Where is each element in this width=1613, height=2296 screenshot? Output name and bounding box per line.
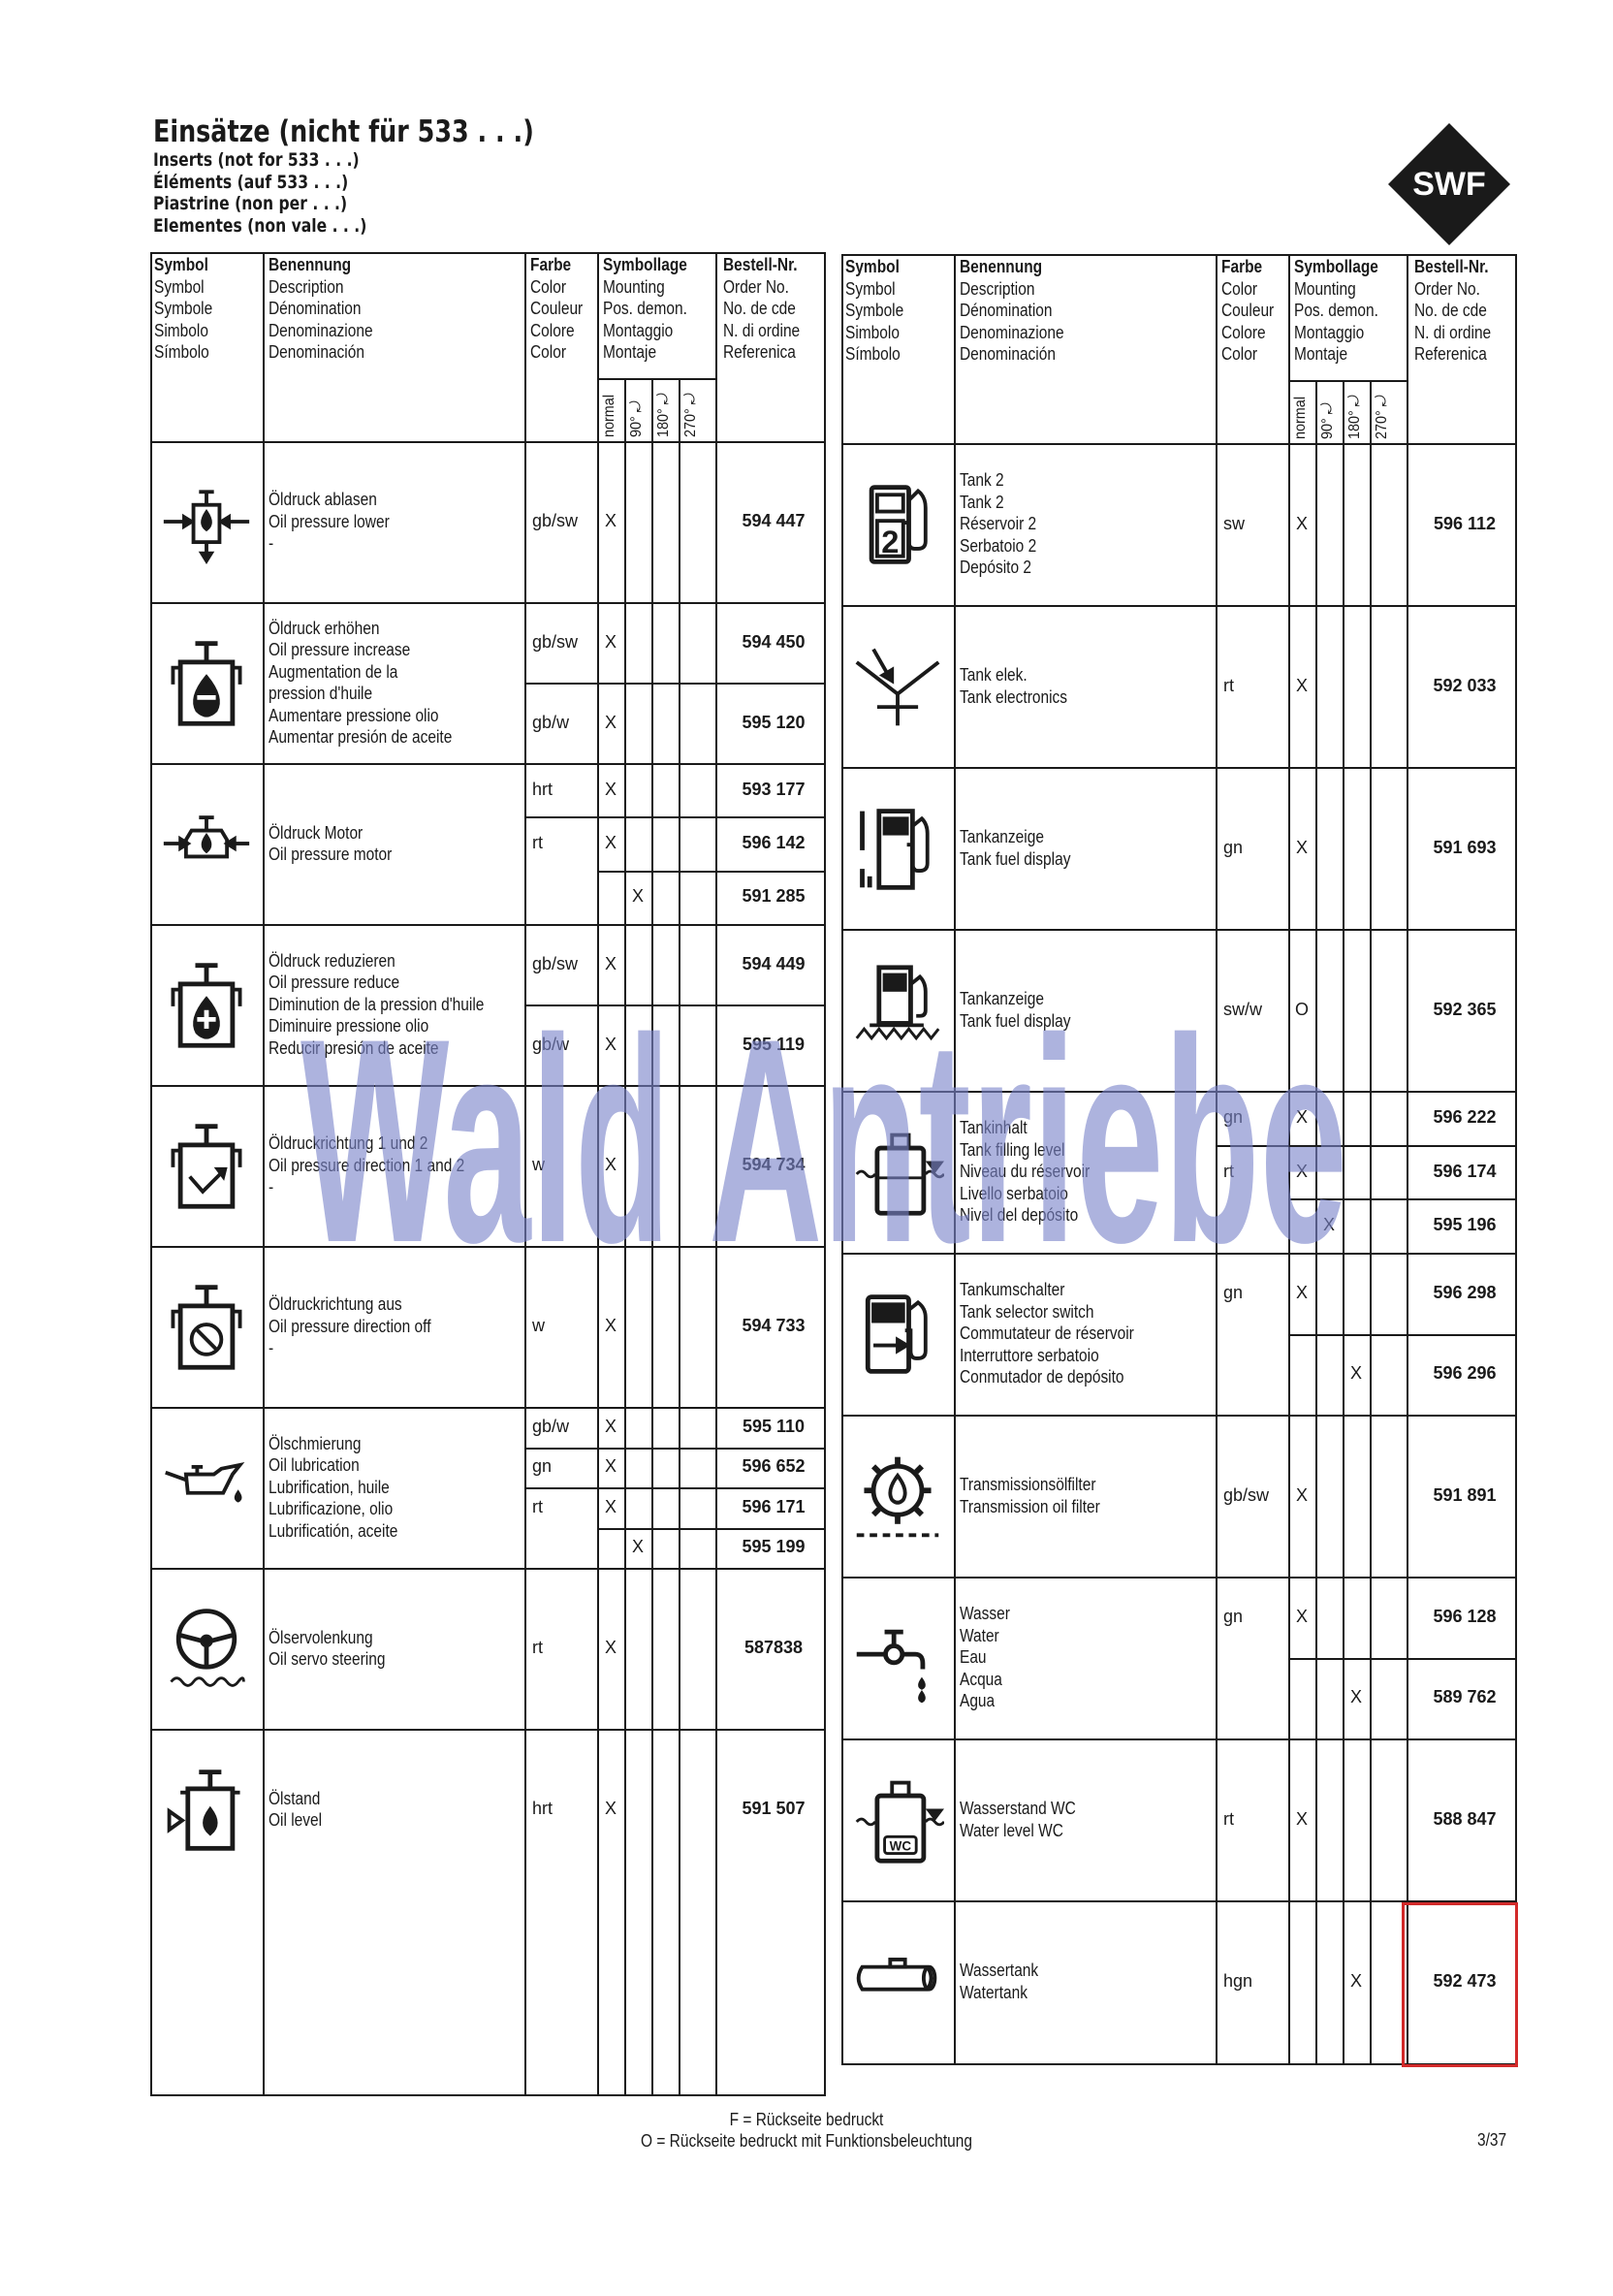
order-number: 594 734 [742, 1155, 806, 1174]
fuel-display-icon [851, 964, 944, 1062]
header-mounting-3: Montaggio [1294, 322, 1365, 342]
color-value: gn [532, 1456, 553, 1477]
order-number: 596 128 [1433, 1606, 1497, 1626]
subtitle-fr: Éléments (auf 533 . . .) [153, 171, 349, 193]
mounting-mark: X [1349, 1363, 1362, 1384]
tank-electronics-icon [851, 640, 944, 738]
mounting-mark: X [1295, 837, 1308, 857]
header-name-1: Description [960, 278, 1035, 299]
mounting-mark: O [1294, 999, 1309, 1019]
header-order-0: Bestell-Nr. [1414, 257, 1489, 276]
logo-text: SWF [1412, 166, 1486, 203]
row-name-line: Agua [960, 1691, 996, 1711]
header-color-4: Color [1221, 344, 1257, 364]
row-name-line: Transmission oil filter [960, 1496, 1100, 1516]
row-name-line: - [269, 1177, 274, 1197]
orientation-label-1: 90° ⤾ [628, 400, 645, 437]
subtitle-en: Inserts (not for 533 . . .) [153, 149, 360, 171]
row-name-line: Ölschmierung [269, 1433, 362, 1453]
water-level-wc-icon [851, 1773, 944, 1871]
header-name-3: Denominazione [960, 322, 1064, 342]
row-name-line: Commutateur de réservoir [960, 1323, 1134, 1344]
row-name-line: - [269, 533, 274, 554]
footer [0, 2109, 1613, 2152]
mounting-mark: X [604, 1799, 617, 1818]
order-number: 591 693 [1433, 837, 1497, 857]
header-color-3: Colore [1221, 322, 1266, 342]
header-symbol-2: Symbole [154, 299, 213, 318]
tank-2-icon [851, 478, 944, 576]
order-number: 595 120 [742, 712, 806, 732]
header-mounting-4: Montaje [1294, 344, 1348, 364]
header-name-4: Denominación [269, 342, 364, 362]
color-value: rt [532, 833, 543, 852]
row-name-line: Transmissionsölfilter [960, 1475, 1096, 1494]
header-mounting-2: Pos. demon. [1294, 301, 1378, 320]
mounting-mark: X [1349, 1687, 1362, 1707]
watermark-text: Wald Antriebe [300, 977, 1347, 1303]
page-title: Einsätze (nicht für 533 . . .) [153, 114, 534, 149]
header-name-2: Dénomination [269, 299, 362, 318]
title-block [153, 114, 617, 237]
header-color-1: Color [1221, 278, 1257, 299]
page-number: 3/37 [1477, 2130, 1507, 2150]
color-value: rt [532, 1496, 543, 1516]
oil-pressure-direction-icon [160, 1119, 253, 1217]
left-table [150, 252, 826, 2096]
order-number: 592 033 [1433, 675, 1497, 695]
header-mounting-0: Symbollage [603, 255, 687, 274]
header-symbol-4: Símbolo [845, 344, 901, 364]
header-symbol-1: Symbol [845, 278, 896, 299]
mounting-mark: X [1295, 1484, 1308, 1505]
color-value: gb/sw [532, 953, 579, 973]
orientation-label-3: 270° ⤾ [682, 393, 699, 437]
order-number: 596 298 [1433, 1282, 1497, 1302]
row-name-line: Diminuire pressione olio [269, 1016, 429, 1036]
row-name-line: Watertank [960, 1982, 1028, 2002]
order-number: 592 473 [1433, 1970, 1497, 1991]
row-name-line: Nivel del depósito [960, 1205, 1079, 1226]
row-name-line: Oil pressure motor [269, 845, 393, 864]
header-color-3: Colore [530, 320, 575, 340]
color-value: gb/w [532, 1416, 570, 1436]
row-name-line: Oil pressure direction off [269, 1316, 431, 1336]
orientation-label-3: 270° ⤾ [1374, 395, 1390, 439]
order-number: 596 112 [1433, 513, 1497, 533]
row-name-line: Öldruck Motor [269, 822, 364, 843]
color-value: rt [1223, 675, 1234, 695]
row-name-line: Öldruck reduzieren [269, 950, 395, 971]
transmission-oil-filter-icon [851, 1450, 944, 1547]
row-name-line: Serbatoio 2 [960, 535, 1037, 556]
row-name-line: Öldruckrichtung 1 und 2 [269, 1133, 428, 1154]
order-number: 595 110 [742, 1416, 806, 1436]
oil-pressure-direction-off-icon [160, 1280, 253, 1378]
header-mounting-3: Montaggio [603, 320, 674, 340]
header-symbol-2: Symbole [845, 301, 904, 320]
row-name-line: Wasserstand WC [960, 1799, 1076, 1818]
order-number: 591 507 [742, 1799, 806, 1818]
color-value: gb/sw [532, 631, 579, 652]
color-value: rt [1223, 1161, 1234, 1181]
row-name-line: Oil servo steering [269, 1649, 386, 1669]
steering-wheel-icon [160, 1602, 253, 1700]
mounting-mark: X [604, 1456, 617, 1477]
header-order-2: No. de cde [723, 299, 796, 318]
row-name-line: - [269, 1338, 274, 1358]
row-name-line: Wassertank [960, 1961, 1039, 1980]
mounting-mark: X [1349, 1970, 1362, 1991]
row-name-line: Reducir presión de aceite [269, 1037, 439, 1058]
svg-text:2: 2 [881, 523, 900, 559]
row-name-line: Wasser [960, 1604, 1010, 1624]
color-value: gb/w [532, 1034, 570, 1054]
row-name-line: Tank fuel display [960, 1010, 1071, 1031]
order-number: 594 449 [742, 953, 806, 973]
color-value: gb/sw [532, 511, 579, 530]
order-number: 591 891 [1433, 1484, 1497, 1505]
header-name-1: Description [269, 276, 344, 297]
footer-note-f: F = Rückseite bedruckt [729, 2110, 884, 2129]
row-name-line: Niveau du réservoir [960, 1162, 1091, 1182]
row-name-line: Réservoir 2 [960, 514, 1037, 534]
water-tank-icon [851, 1935, 944, 2033]
order-number: 595 119 [742, 1034, 806, 1054]
row-name-line: Oil lubrication [269, 1455, 360, 1476]
oil-pressure-lower-icon [160, 475, 253, 573]
header-name-0: Benennung [960, 257, 1043, 276]
row-name-line: Tank selector switch [960, 1301, 1094, 1322]
header-name-3: Denominazione [269, 320, 373, 340]
row-name-line: Oil level [269, 1810, 323, 1830]
header-symbol-3: Simbolo [845, 322, 900, 342]
fuel-pump-icon [851, 802, 944, 900]
oil-can-icon [160, 1441, 253, 1539]
mounting-mark: X [604, 779, 617, 799]
header-color-0: Farbe [530, 255, 572, 274]
header-order-4: Referenica [1414, 344, 1487, 364]
row-name-line: Conmutador de depósito [960, 1367, 1124, 1387]
mounting-mark: X [1295, 1606, 1308, 1626]
color-value: rt [1223, 1808, 1234, 1829]
color-value: gn [1223, 1282, 1244, 1302]
row-name-line: pression d'huile [269, 684, 373, 703]
right-table [841, 254, 1517, 2065]
color-value: sw/w [1223, 999, 1262, 1019]
header-symbol-0: Symbol [845, 257, 900, 276]
row-name-line: Tank filling level [960, 1139, 1065, 1160]
row-name-line: Tank elek. [960, 665, 1028, 685]
order-number: 591 285 [742, 886, 806, 907]
row-name-line: Water level WC [960, 1820, 1063, 1840]
mounting-mark: X [1295, 1808, 1308, 1829]
svg-text:WC: WC [889, 1838, 912, 1854]
mounting-mark: X [1295, 1161, 1308, 1181]
header-color-4: Color [530, 342, 566, 362]
header-name-2: Dénomination [960, 301, 1053, 320]
mounting-mark: X [604, 1638, 617, 1657]
header-mounting-1: Mounting [603, 276, 665, 297]
row-name-line: Eau [960, 1647, 987, 1668]
mounting-mark: X [1295, 675, 1308, 695]
header-mounting-1: Mounting [1294, 278, 1356, 299]
row-name-line: Ölstand [269, 1788, 321, 1808]
row-name-line: Lubrification, huile [269, 1477, 390, 1497]
mounting-mark: X [631, 1537, 644, 1557]
color-value: gb/w [532, 712, 570, 732]
header-name-0: Benennung [269, 255, 352, 274]
color-value: rt [532, 1638, 543, 1657]
header-order-0: Bestell-Nr. [723, 255, 798, 274]
orientation-label-0: normal [601, 394, 617, 437]
mounting-mark: X [1295, 513, 1308, 533]
mounting-mark: X [604, 1316, 617, 1335]
row-name-line: Tankinhalt [960, 1118, 1028, 1138]
row-name-line: Öldruck ablasen [269, 490, 377, 510]
row-name-line: Oil pressure increase [269, 640, 411, 659]
row-name-line: Öldruck erhöhen [269, 618, 380, 638]
oil-pressure-increase-icon [160, 636, 253, 734]
mounting-mark: X [604, 511, 617, 530]
header-order-1: Order No. [723, 276, 789, 297]
order-number: 595 196 [1433, 1215, 1497, 1235]
order-number: 596 296 [1433, 1363, 1497, 1384]
row-name-line: Livello serbatoio [960, 1183, 1068, 1203]
mounting-mark: X [604, 1496, 617, 1516]
row-name-line: Tankanzeige [960, 989, 1044, 1008]
header-order-3: N. di ordine [1414, 322, 1492, 342]
color-value: gn [1223, 1606, 1244, 1626]
header-order-1: Order No. [1414, 278, 1480, 299]
row-name-line: Tank 2 [960, 470, 1004, 491]
footer-note-o: O = Rückseite bedruckt mit Funktionsbeleuchtung [640, 2131, 973, 2151]
row-name-line: Augmentation de la [269, 661, 398, 682]
order-number: 594 733 [742, 1316, 806, 1335]
color-value: hgn [1223, 1970, 1253, 1991]
oil-pressure-reduce-icon [160, 958, 253, 1056]
row-name-line: Depósito 2 [960, 558, 1032, 578]
header-mounting-2: Pos. demon. [603, 299, 687, 318]
mounting-mark: X [631, 886, 644, 907]
header-color-0: Farbe [1221, 257, 1263, 276]
mounting-mark: X [604, 833, 617, 852]
header-color-2: Couleur [530, 299, 584, 318]
header-order-3: N. di ordine [723, 320, 801, 340]
order-number: 594 450 [742, 631, 806, 652]
color-value: gb/sw [1223, 1484, 1270, 1505]
row-name-line: Interruttore serbatoio [960, 1345, 1099, 1365]
row-name-line: Tank electronics [960, 686, 1067, 707]
row-name-line: Water [960, 1625, 999, 1645]
highlight-box [1402, 1902, 1518, 2067]
row-name-line: Tankanzeige [960, 827, 1044, 846]
row-name-line: Lubrificazione, olio [269, 1499, 394, 1519]
header-symbol-1: Symbol [154, 276, 205, 297]
mounting-mark: X [604, 953, 617, 973]
row-name-line: Lubrificatión, aceite [269, 1520, 398, 1541]
header-order-4: Referenica [723, 342, 796, 362]
order-number: 592 365 [1433, 999, 1497, 1019]
row-name-line: Acqua [960, 1669, 1002, 1689]
water-tap-icon [851, 1611, 944, 1709]
tank-level-icon [851, 1126, 944, 1224]
color-value: sw [1223, 513, 1245, 533]
order-number: 589 762 [1433, 1687, 1497, 1707]
header-order-2: No. de cde [1414, 301, 1487, 320]
subtitle-it: Piastrine (non per . . .) [153, 193, 348, 214]
order-number: 596 142 [742, 833, 806, 852]
order-number: 587838 [743, 1638, 804, 1657]
orientation-label-1: 90° ⤾ [1319, 402, 1336, 439]
header-name-4: Denominación [960, 344, 1056, 364]
row-name-line: Tank fuel display [960, 848, 1071, 869]
order-number: 594 447 [742, 511, 806, 530]
color-value: gn [1223, 1106, 1244, 1127]
header-color-2: Couleur [1221, 301, 1275, 320]
color-value: w [532, 1155, 545, 1174]
row-name-line: Tank 2 [960, 492, 1004, 512]
oil-level-icon [160, 1763, 253, 1861]
order-number: 596 174 [1433, 1161, 1497, 1181]
header-symbol-0: Symbol [154, 255, 208, 274]
header-symbol-3: Simbolo [154, 320, 208, 340]
row-name-line: Diminution de la pression d'huile [269, 994, 485, 1014]
color-value: hrt [532, 1799, 553, 1818]
row-name-line: Aumentar presión de aceite [269, 727, 453, 747]
mounting-mark: X [604, 712, 617, 732]
orientation-label-2: 180° ⤾ [655, 393, 672, 437]
order-number: 596 652 [742, 1456, 806, 1477]
order-number: 595 199 [742, 1537, 806, 1557]
mounting-mark: X [604, 1155, 617, 1174]
mounting-mark: X [1322, 1215, 1335, 1235]
row-name-line: Oil pressure reduce [269, 973, 400, 993]
order-number: 588 847 [1433, 1808, 1497, 1829]
orientation-label-2: 180° ⤾ [1346, 395, 1363, 439]
order-number: 593 177 [742, 779, 806, 799]
orientation-label-0: normal [1292, 396, 1309, 439]
order-number: 596 171 [742, 1496, 806, 1516]
oil-pressure-motor-icon [160, 797, 253, 895]
row-name-line: Öldruckrichtung aus [269, 1294, 402, 1315]
mounting-mark: X [1295, 1282, 1308, 1302]
order-number: 596 222 [1433, 1106, 1497, 1127]
row-name-line: Tankumschalter [960, 1280, 1065, 1300]
mounting-mark: X [604, 1416, 617, 1436]
header-color-1: Color [530, 276, 566, 297]
color-value: gn [1223, 837, 1244, 857]
header-mounting-0: Symbollage [1294, 257, 1378, 276]
row-name-line: Aumentare pressione olio [269, 705, 439, 725]
header-symbol-4: Símbolo [154, 342, 209, 362]
color-value: hrt [532, 779, 553, 799]
row-name-line: Ölservolenkung [269, 1627, 373, 1647]
color-value: w [532, 1316, 545, 1335]
mounting-mark: X [1295, 1106, 1308, 1127]
mounting-mark: X [604, 631, 617, 652]
row-name-line: Oil pressure lower [269, 511, 390, 531]
tank-selector-icon [851, 1288, 944, 1386]
header-mounting-4: Montaje [603, 342, 657, 362]
row-name-line: Oil pressure direction 1 and 2 [269, 1155, 465, 1175]
mounting-mark: X [604, 1034, 617, 1054]
swf-logo [1386, 121, 1512, 247]
subtitle-es: Elementes (non vale . . .) [153, 214, 367, 237]
